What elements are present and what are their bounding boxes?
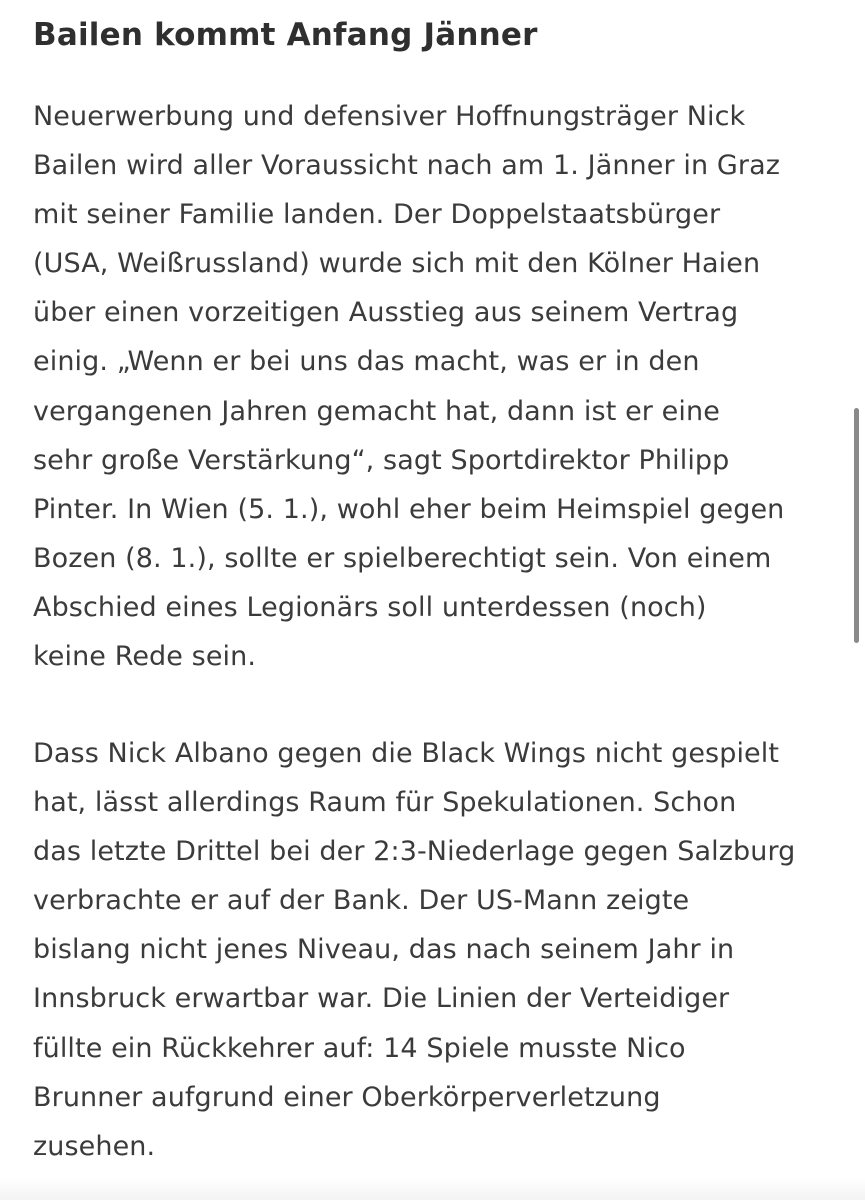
paragraph-line: Dass Nick Albano gegen die Black Wings nicht gespielt xyxy=(33,738,780,769)
article-paragraph-2 xyxy=(33,729,795,1171)
paragraph-line: Brunner aufgrund einer Oberkörperverletzung xyxy=(33,1081,661,1113)
article-paragraph-1 xyxy=(33,92,784,681)
paragraph-line: hat, lässt allerdings Raum für Spekulationen. Schon xyxy=(33,787,737,819)
paragraph-line: mit seiner Familie landen. Der Doppelstaatsbürger xyxy=(33,199,721,231)
scrollbar-thumb[interactable] xyxy=(854,408,859,643)
article-headline: Bailen kommt Anfang Jänner xyxy=(33,17,538,53)
paragraph-line: vergangenen Jahren gemacht hat, dann ist er eine xyxy=(33,395,720,427)
paragraph-line: Bailen wird aller Voraussicht nach am 1. Jänner in Graz xyxy=(33,150,780,182)
paragraph-line: bislang nicht jenes Niveau, das nach seinem Jahr in xyxy=(33,934,735,966)
paragraph-line: füllte ein Rückkehrer auf: 14 Spiele musste Nico xyxy=(33,1032,686,1064)
paragraph-line: sehr große Verstärkung“, sagt Sportdirektor Philipp xyxy=(33,444,730,476)
paragraph-line: Neuerwerbung und defensiver Hoffnungsträger Nick xyxy=(33,101,746,132)
paragraph-line: einig. „Wenn er bei uns das macht, was er in den xyxy=(33,346,700,378)
paragraph-line: das letzte Drittel bei der 2:3-Niederlage gegen Salzburg xyxy=(33,836,796,868)
paragraph-line: keine Rede sein. xyxy=(33,641,257,673)
paragraph-line: über einen vorzeitigen Ausstieg aus seinem Vertrag xyxy=(33,297,739,329)
bottom-edge-shadow xyxy=(0,1178,865,1200)
paragraph-line: Innsbruck erwartbar war. Die Linien der Verteidiger xyxy=(33,983,730,1015)
paragraph-line: Pinter. In Wien (5. 1.), wohl eher beim Heimspiel gegen xyxy=(33,493,785,525)
paragraph-line: (USA, Weißrussland) wurde sich mit den Kölner Haien xyxy=(33,248,761,280)
paragraph-line: zusehen. xyxy=(33,1130,156,1162)
paragraph-line: Abschied eines Legionärs soll unterdessen (noch) xyxy=(33,591,707,623)
paragraph-line: Bozen (8. 1.), sollte er spielberechtigt sein. Von einem xyxy=(33,542,772,574)
paragraph-line: verbrachte er auf der Bank. Der US-Mann zeigte xyxy=(33,885,690,917)
